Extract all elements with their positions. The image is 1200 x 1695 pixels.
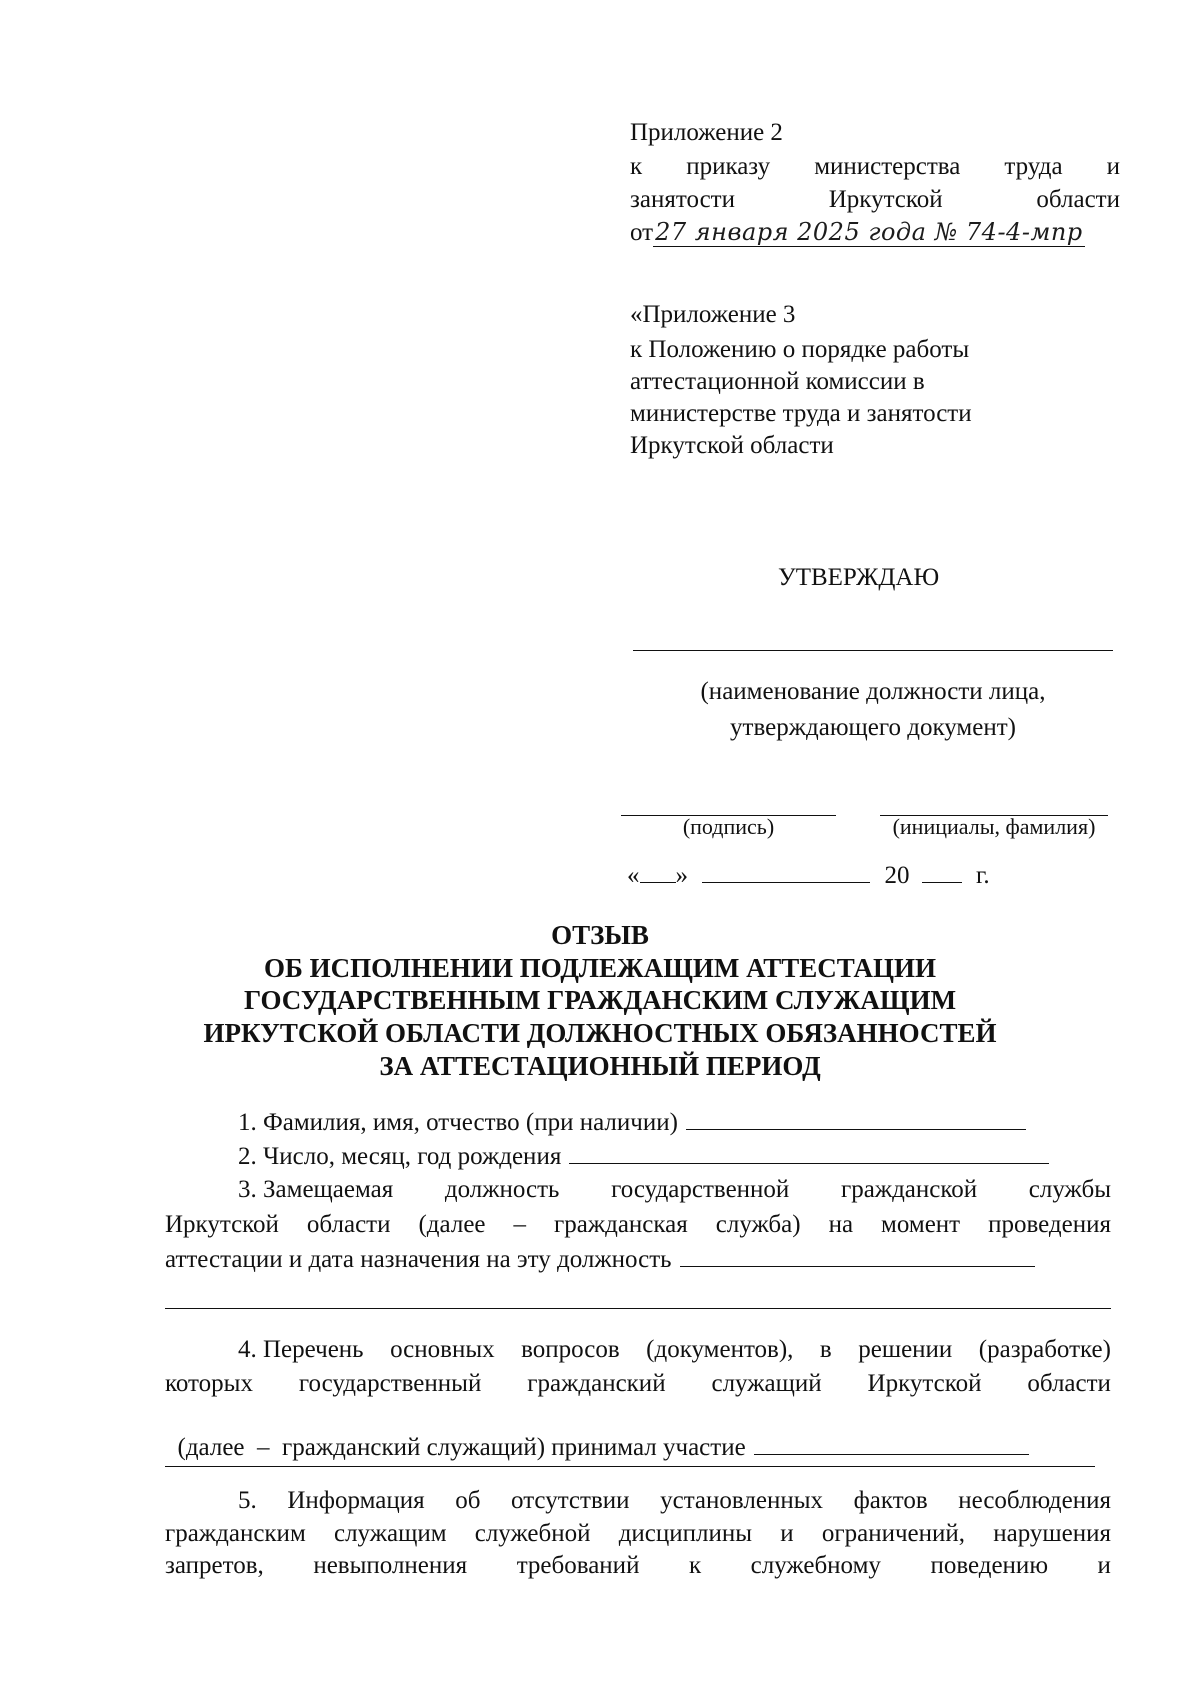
appendix-2-line2: к приказу министерства труда и [630,153,1120,180]
appendix-3-line: Иркутской области [630,432,834,459]
day-blank [640,860,676,883]
approve-label: УТВЕРЖДАЮ [778,564,940,591]
month-blank [702,860,870,883]
item-5-line2: гражданским служащим служебной дисциплины и ограничений, нарушения [165,1520,1111,1547]
handwritten-order-date: 27 января 2025 года № 74-4-мпр [655,218,1083,246]
item-5-line1: 5. Информация об отсутствии установленных фактов несоблюдения [238,1487,1111,1514]
appendix-2-line3: занятости Иркутской области [630,186,1120,213]
item-4-line2: которых государственный гражданский служащий Иркутской области [165,1370,1111,1397]
birth-date-blank [569,1141,1049,1164]
year-blank [922,860,962,883]
name-caption: (инициалы, фамилия) [892,814,1096,839]
participation-blank [754,1432,1029,1455]
item-3-line2: Иркутской области (далее – гражданская служба) на момент проведения [165,1211,1111,1238]
position-blank [680,1244,1035,1267]
item-2: 2. Число, месяц, год рождения [238,1141,1049,1171]
appendix-2-label: Приложение 2 [630,119,783,146]
item-4-line3: (далее – гражданский служащий) принимал участие [165,1403,1029,1462]
item-3-line1: 3. Замещаемая должность государственной гражданской службы [238,1176,1111,1203]
position-caption-line2: утверждающего документ) [730,714,1016,741]
participation-blank-continued [165,1466,1095,1467]
item-1: 1. Фамилия, имя, отчество (при наличии) [238,1107,1026,1137]
appendix-3-line: аттестационной комиссии в [630,368,925,395]
doc-title-line2: ОБ ИСПОЛНЕНИИ ПОДЛЕЖАЩИМ АТТЕСТАЦИИ [264,953,936,983]
doc-title-line4: ИРКУТСКОЙ ОБЛАСТИ ДОЛЖНОСТНЫХ ОБЯЗАННОСТЕЙ [203,1018,997,1048]
approver-position-line [633,650,1113,651]
appendix-3-line: министерстве труда и занятости [630,400,972,427]
approve-date-row: « » 20 г. [627,862,990,889]
signature-caption: (подпись) [682,814,775,839]
doc-title-line1: ОТЗЫВ [551,920,649,950]
item-3-line3: аттестации и дата назначения на эту должность [165,1244,1035,1274]
item-4-line1: 4. Перечень основных вопросов (документов), в решении (разработке) [238,1336,1111,1363]
doc-title-line5: ЗА АТТЕСТАЦИОННЫЙ ПЕРИОД [379,1051,821,1081]
item-5-line3: запретов, невыполнения требований к служебному поведению и [165,1552,1111,1579]
position-caption-line1: (наименование должности лица, [700,678,1046,705]
appendix-3-line: к Положению о порядке работы [630,336,970,363]
appendix-3-title: «Приложение 3 [630,301,796,328]
order-date-row: от27 января 2025 года № 74-4-мпр [630,218,1083,246]
full-name-blank [686,1107,1026,1130]
doc-title-line3: ГОСУДАРСТВЕННЫМ ГРАЖДАНСКИМ СЛУЖАЩИМ [243,985,957,1015]
position-blank-continued [165,1308,1111,1309]
